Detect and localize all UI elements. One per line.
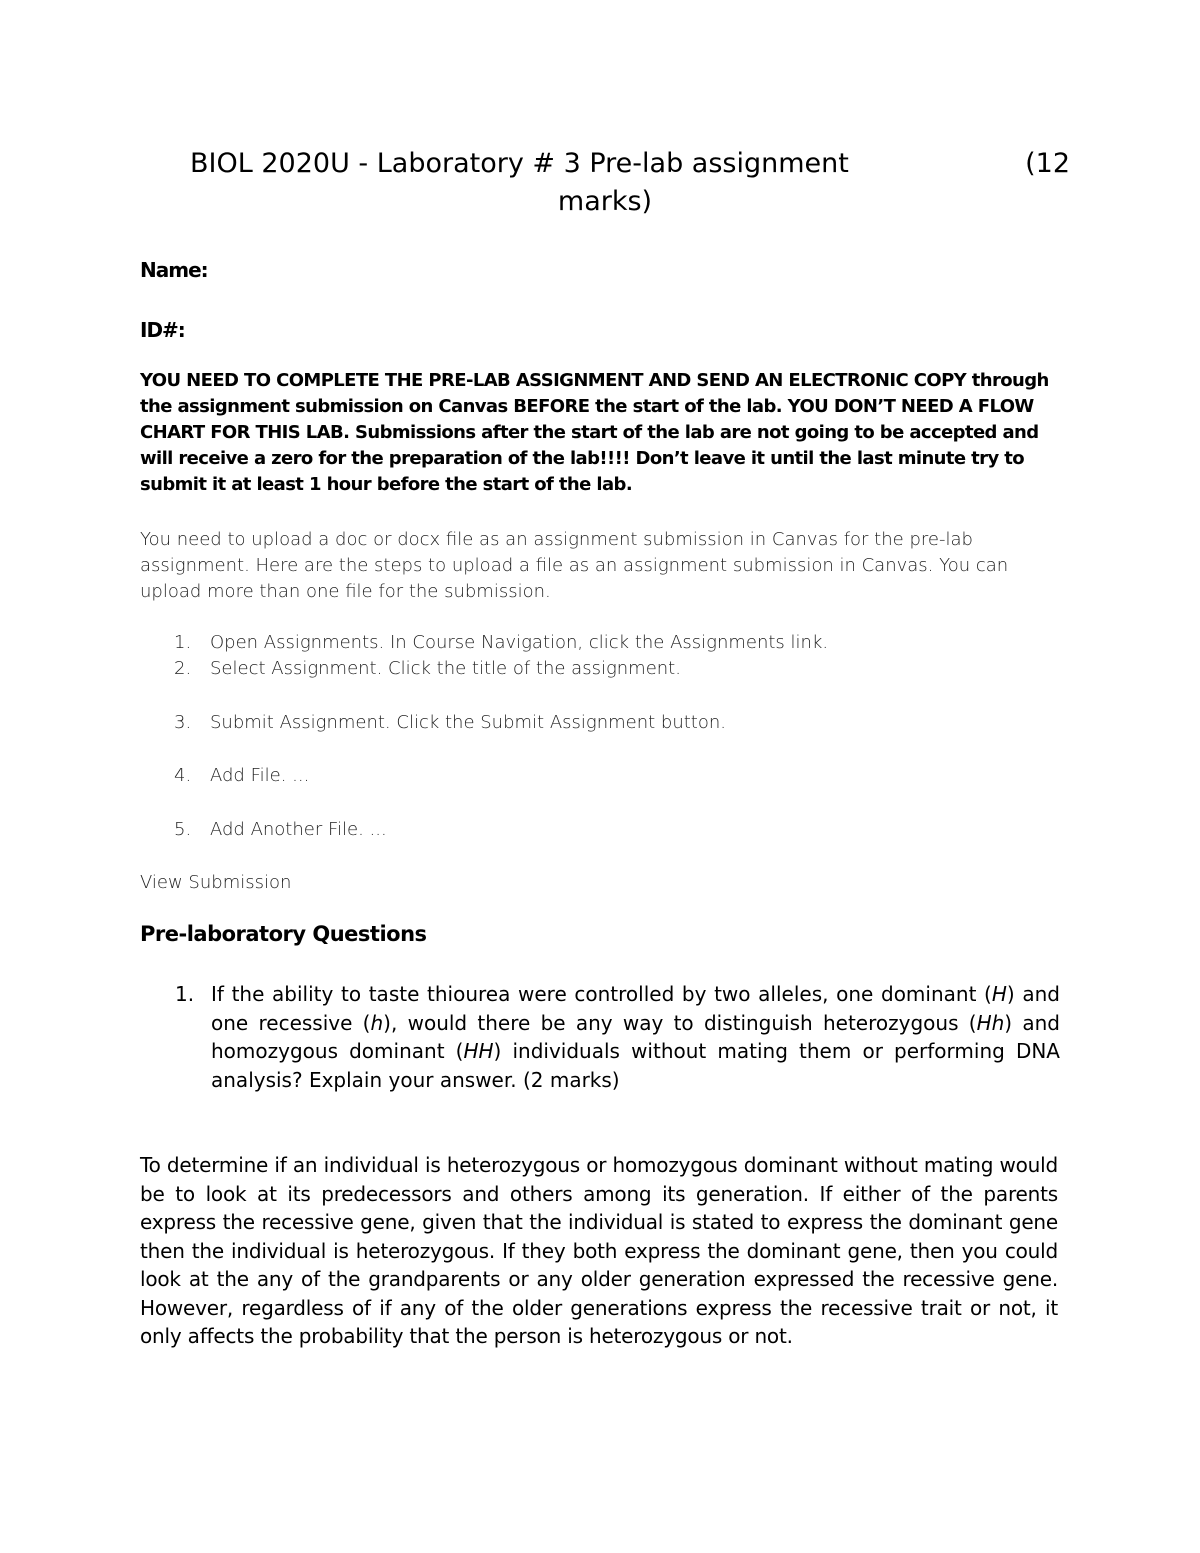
- question-number: 1.: [175, 982, 195, 1006]
- title-main: BIOL 2020U - Laboratory # 3 Pre-lab assignment: [190, 148, 849, 179]
- step-text: Submit Assignment. Click the Submit Assignment button.: [210, 712, 726, 733]
- upload-instructions: You need to upload a doc or docx file as an assignment submission in Canvas for the pre-lab assignment. Here are the steps to upload a file as an assignment submission in Canvas. You can upload more than one file for the submission.: [140, 529, 1009, 602]
- step-number: 1.: [174, 632, 192, 653]
- list-item: [140, 658, 681, 679]
- step-text: Select Assignment. Click the title of the assignment.: [210, 658, 681, 679]
- step-text: Add File. ...: [210, 765, 310, 786]
- list-item: [140, 632, 828, 653]
- view-submission-text: View Submission: [140, 872, 292, 893]
- step-number: 3.: [174, 712, 192, 733]
- id-label: ID#:: [140, 318, 185, 342]
- question-text: If the ability to taste thiourea were controlled by two alleles, one dominant (H) and one recessive (h), would there be any way to distinguish heterozygous (Hh) and homozygous dominant (HH) individuals without mating them or performing DNA analysis? Explain your answer. (2 marks): [211, 982, 1060, 1092]
- question-1: [140, 980, 1060, 1094]
- list-item: [140, 765, 309, 786]
- document-title: [140, 145, 1070, 221]
- section-heading: Pre-laboratory Questions: [140, 922, 427, 946]
- step-number: 2.: [174, 658, 192, 679]
- list-item: [140, 712, 726, 733]
- submission-notice: YOU NEED TO COMPLETE THE PRE-LAB ASSIGNMENT AND SEND AN ELECTRONIC COPY through the assignment submission on Canvas BEFORE the start of the lab. YOU DON’T NEED A FLOW CHART FOR THIS LAB. Submissions after the start of the lab are not going to be accepted and will receive a zero for the preparation of the lab!!!! Don’t leave it until the last minute try to submit it at least 1 hour before the start of the lab.: [140, 370, 1049, 495]
- step-number: 5.: [174, 819, 192, 840]
- name-label: Name:: [140, 258, 208, 282]
- step-text: Add Another File. ...: [210, 819, 387, 840]
- list-item: [140, 819, 387, 840]
- answer-paragraph: To determine if an individual is heterozygous or homozygous dominant without mating would be to look at its predecessors and others among its generation. If either of the parents express the recessive gene, given that the individual is stated to express the dominant gene then the individual is heterozygous. If they both express the dominant gene, then you could look at the any of the grandparents or any older generation expressed the recessive gene. However, regardless of if any of the older generations express the recessive trait or not, it only affects the probability that the person is heterozygous or not.: [140, 1153, 1058, 1348]
- title-marks-open: (12: [1025, 148, 1070, 179]
- step-text: Open Assignments. In Course Navigation, click the Assignments link.: [210, 632, 829, 653]
- title-marks-close: marks): [557, 186, 653, 217]
- step-number: 4.: [174, 765, 192, 786]
